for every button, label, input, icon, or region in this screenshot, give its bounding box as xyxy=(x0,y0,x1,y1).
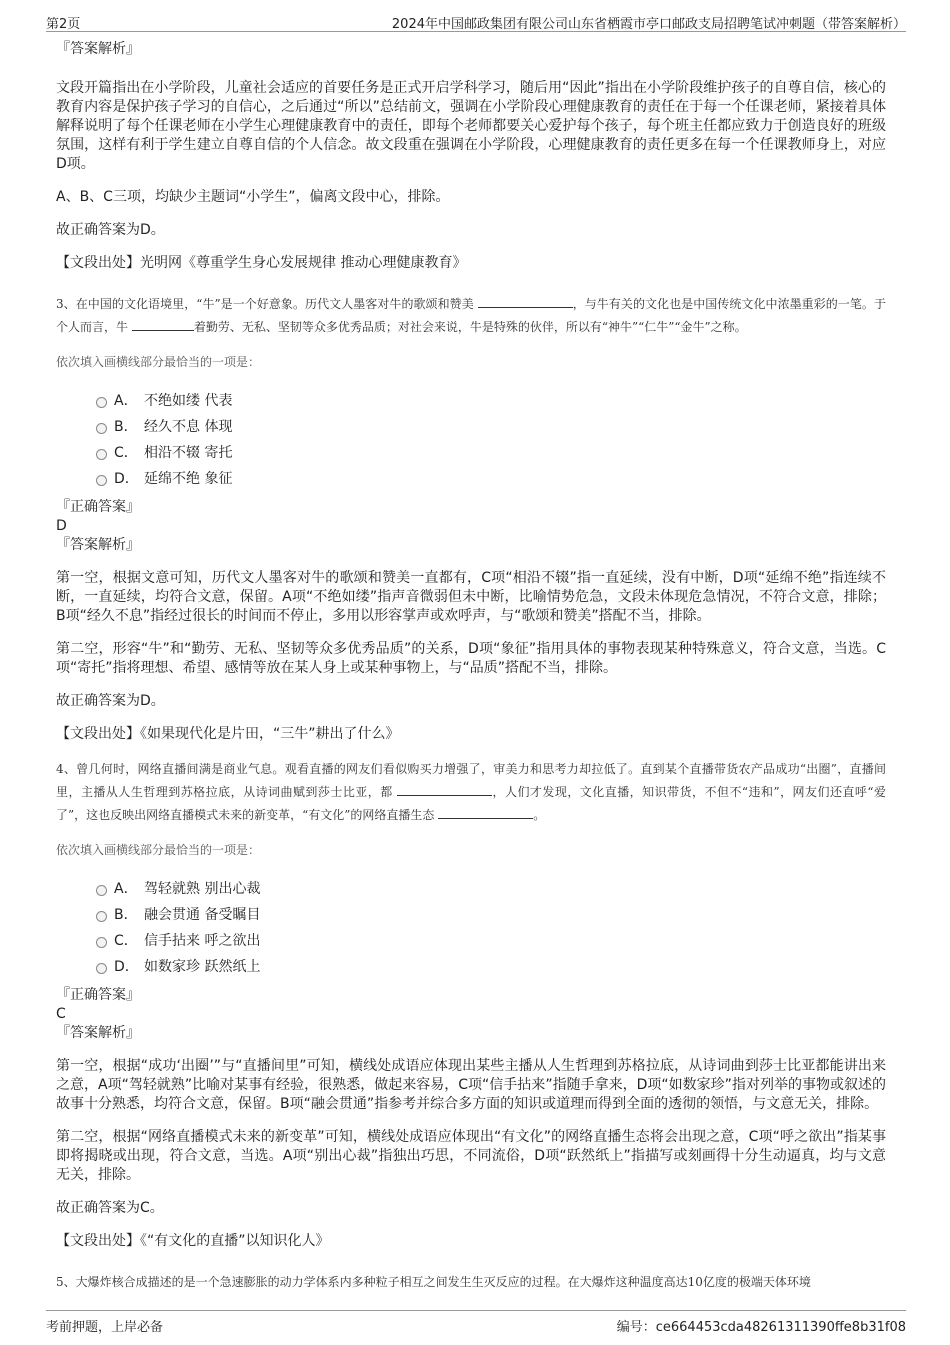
radio-icon[interactable] xyxy=(96,423,107,434)
q4-prompt: 依次填入画横线部分最恰当的一项是： xyxy=(56,843,261,857)
q2-conclusion: 故正确答案为D。 xyxy=(56,222,165,238)
q4-blank-2 xyxy=(438,806,533,819)
q3-option-d[interactable]: D． 延绵不绝 象征 xyxy=(96,466,886,492)
q4-stem xyxy=(56,758,886,827)
q3-answer: D xyxy=(56,518,67,534)
q4-blank-1 xyxy=(397,783,492,796)
radio-icon[interactable] xyxy=(96,963,107,974)
q2-analysis-p2: A、B、C三项，均缺少主题词“小学生”，偏离文段中心，排除。 xyxy=(56,189,450,205)
q4-analysis-label: 『答案解析』 xyxy=(56,1025,140,1041)
radio-icon[interactable] xyxy=(96,475,107,486)
q3-answer-label: 『正确答案』 xyxy=(56,499,140,515)
document-code xyxy=(617,1316,906,1335)
q3-blank-2 xyxy=(132,318,194,331)
page-number: 第2页 xyxy=(46,17,81,32)
q3-stem-part-2: ，与牛有关的文化也是中国传统文化中浓墨重彩的一笔。于个人而言，牛 xyxy=(56,297,886,334)
document-body xyxy=(56,40,886,1300)
q4-option-c[interactable]: C． 信手拈来 呼之欲出 xyxy=(96,928,886,954)
q3-source: 【文段出处】《如果现代化是片田，“三牛”耕出了什么》 xyxy=(56,726,400,742)
q3-blank-1 xyxy=(478,295,573,308)
document-code-value: ce664453cda48261311390ffe8b31f08 xyxy=(655,1320,906,1335)
q4-option-d[interactable]: D． 如数家珍 跃然纸上 xyxy=(96,954,886,980)
radio-icon[interactable] xyxy=(96,937,107,948)
q3-prompt: 依次填入画横线部分最恰当的一项是： xyxy=(56,355,261,369)
radio-icon[interactable] xyxy=(96,449,107,460)
q4-analysis-p1: 第一空，根据“成功‘出圈’”与“直播间里”可知，横线处成语应体现出某些主播从人生哲理到苏格拉底，从诗词曲到莎士比亚都能讲出来之意，A项“驾轻就熟”比喻对某事有经验，很熟悉，做起来容易，C项“信手拈来”指随手拿来，D项“如数家珍”指对列举的事物或叙述的故事十分熟悉，均符合文意，保留。B项“融会贯通”指参考并综合多方面的知识或道理而得到全面的透彻的领悟，与文意无关，排除。 xyxy=(56,1058,886,1112)
q3-stem-part-3: 着勤劳、无私、坚韧等众多优秀品质；对社会来说，牛是特殊的伙伴，所以有“神牛”“仁牛”“金牛”之称。 xyxy=(193,320,747,334)
q3-analysis-label: 『答案解析』 xyxy=(56,537,140,553)
q5-stem-partial: 5、大爆炸核合成描述的是一个急速膨胀的动力学体系内多种粒子相互之间发生生灭反应的过程。在大爆炸这种温度高达10亿度的极端天体环境 xyxy=(56,1275,811,1289)
q2-source: 【文段出处】光明网《尊重学生身心发展规律 推动心理健康教育》 xyxy=(56,255,467,271)
q4-source: 【文段出处】《“有文化的直播”以知识化人》 xyxy=(56,1233,330,1249)
q3-option-b[interactable]: B． 经久不息 体现 xyxy=(96,414,886,440)
q4-options xyxy=(96,876,886,980)
q3-option-c[interactable]: C． 相沿不辍 寄托 xyxy=(96,440,886,466)
q4-answer-label: 『正确答案』 xyxy=(56,987,140,1003)
page-header xyxy=(46,9,906,32)
radio-icon[interactable] xyxy=(96,885,107,896)
q3-options xyxy=(96,388,886,492)
radio-icon[interactable] xyxy=(96,397,107,408)
page-footer xyxy=(46,1310,906,1333)
q4-option-b[interactable]: B． 融会贯通 备受瞩目 xyxy=(96,902,886,928)
q4-stem-part-2: ，人们才发现，文化直播，知识带货，不但不“违和”，网友们还直呼“爱了”，这也反映出网络直播模式未来的新变革，“有文化”的网络直播生态 xyxy=(56,785,886,822)
q4-conclusion: 故正确答案为C。 xyxy=(56,1200,164,1216)
document-code-label: 编号： xyxy=(616,1320,656,1335)
radio-icon[interactable] xyxy=(96,911,107,922)
q4-option-a[interactable]: A． 驾轻就熟 别出心裁 xyxy=(96,876,886,902)
q4-answer: C xyxy=(56,1006,66,1022)
footer-slogan: 考前押题，上岸必备 xyxy=(46,1320,164,1335)
q3-analysis-p2: 第二空，形容“牛”和“勤劳、无私、坚韧等众多优秀品质”的关系，D项“象征”指用具体的事物表现某种特殊意义，符合文意，当选。C项“寄托”指将理想、希望、感情等放在某人身上或某种事物上，与“品质”搭配不当，排除。 xyxy=(56,641,886,676)
q3-stem xyxy=(56,293,886,339)
q2-analysis-label: 『答案解析』 xyxy=(56,41,140,57)
document-title: 2024年中国邮政集团有限公司山东省栖霞市亭口邮政支局招聘笔试冲刺题（带答案解析） xyxy=(391,17,906,32)
q2-analysis-p1: 文段开篇指出在小学阶段，儿童社会适应的首要任务是正式开启学科学习，随后用“因此”指出在小学阶段维护孩子的自尊自信，核心的教育内容是保护孩子学习的自信心，之后通过“所以”总结前文，强调在小学阶段心理健康教育的责任在于每一个任课老师，紧接着具体解释说明了每个任课老师在小学生心理健康教育中的责任，即每个老师都要关心爱护每个孩子，每个班主任都应致力于创造良好的班级氛围，这样有利于学生建立自尊自信的个人信念。故文段重在强调在小学阶段，心理健康教育的责任更多在每一个任课教师身上，对应D项。 xyxy=(56,80,886,172)
q3-option-a[interactable]: A． 不绝如缕 代表 xyxy=(96,388,886,414)
q3-conclusion: 故正确答案为D。 xyxy=(56,693,165,709)
q4-stem-part-1: 4、曾几何时，网络直播间满是商业气息。观看直播的网友们看似购买力增强了，审美力和思考力却拉低了。直到某个直播带货农产品成功“出圈”，直播间里，主播从人生哲理到苏格拉底，从诗词曲赋到莎士比亚，都 xyxy=(56,762,886,799)
q3-analysis-p1: 第一空，根据文意可知，历代文人墨客对牛的歌颂和赞美一直都有，C项“相沿不辍”指一直延续，没有中断，D项“延绵不绝”指连续不断，一直延续，均符合文意，保留。A项“不绝如缕”指声音微弱但未中断，比喻情势危急，文段未体现危急情况，不符合文意，排除；B项“经久不息”指经过很长的时间而不停止，多用以形容掌声或欢呼声，与“歌颂和赞美”搭配不当，排除。 xyxy=(56,570,886,624)
q4-analysis-p2: 第二空，根据“网络直播模式未来的新变革”可知，横线处成语应体现出“有文化”的网络直播生态将会出现之意，C项“呼之欲出”指某事即将揭晓或出现，符合文意，当选。A项“别出心裁”指独出巧思，不同流俗，D项“跃然纸上”指描写或刻画得十分生动逼真，均与文意无关，排除。 xyxy=(56,1129,886,1183)
q4-stem-part-3: 。 xyxy=(533,808,546,822)
q3-stem-part-1: 3、在中国的文化语境里，“牛”是一个好意象。历代文人墨客对牛的歌颂和赞美 xyxy=(56,297,474,311)
